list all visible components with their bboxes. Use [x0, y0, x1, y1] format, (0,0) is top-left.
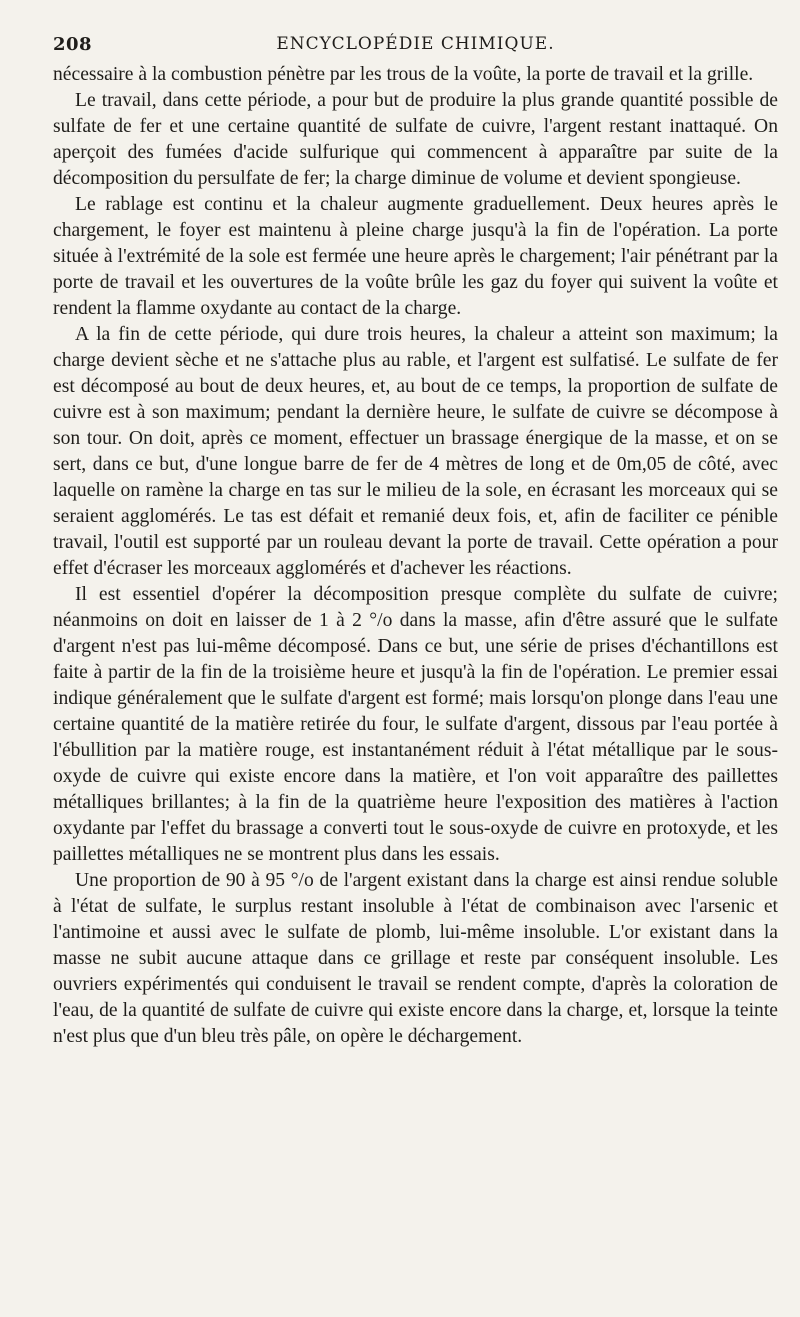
paragraph: Il est essentiel d'opérer la décomposition presque complète du sulfate de cuivre; néanmoins on doit en laisser de 1 à 2 °/o dans la masse, afin d'être assuré que le sulfate d'argent n'est pas lui-même décomposé. Dans ce but, une série de prises d'échantillons est faite à partir de la fin de la troisième heure et jusqu'à la fin de l'opération. Le premier essai indique généralement que le sulfate d'argent est formé; mais lorsqu'on plonge dans l'eau une certaine quantité de la matière retirée du four, le sulfate d'argent, dissous par l'eau portée à l'ébullition par la matière rouge, est instantanément réduit à l'état métallique par le sous-oxyde de cuivre qui existe encore dans la matière, et l'on voit apparaître des paillettes métalliques brillantes; à la fin de la quatrième heure l'exposition des matières à l'action oxydante par l'effet du brassage a converti tout le sous-oxyde de cuivre en protoxyde, et les paillettes métalliques ne se montrent plus dans les essais.	[53, 584, 778, 865]
running-header	[53, 30, 778, 62]
paragraph: Une proportion de 90 à 95 °/o de l'argent existant dans la charge est ainsi rendue soluble à l'état de sulfate, le surplus restant insoluble à l'état de combinaison avec l'arsenic et l'antimoine et aussi avec le sulfate de plomb, lui-même insoluble. L'or existant dans la masse ne subit aucune attaque dans ce grillage et reste par conséquent insoluble. Les ouvriers expérimentés qui conduisent le travail se rendent compte, d'après la coloration de l'eau, de la quantité de sulfate de cuivre qui existe encore dans la charge, et, lorsque la teinte n'est plus que d'un bleu très pâle, on opère le déchargement.	[53, 870, 778, 1047]
paragraph-continuation: nécessaire à la combustion pénètre par les trous de la voûte, la porte de travail et la grille.	[53, 64, 754, 85]
page-number: 208	[53, 34, 93, 55]
paragraph: Le rablage est continu et la chaleur augmente graduellement. Deux heures après le chargement, le foyer est maintenu à pleine charge jusqu'à la fin de l'opération. La porte située à l'extrémité de la sole est fermée une heure après le chargement; l'air pénétrant par la porte de travail et les ouvertures de la voûte brûle les gaz du foyer qui suivent la voûte et rendent la flamme oxydante au contact de la charge.	[53, 194, 778, 319]
body-text	[53, 62, 778, 1050]
running-title: ENCYCLOPÉDIE CHIMIQUE.	[276, 34, 555, 54]
paragraph: A la fin de cette période, qui dure trois heures, la chaleur a atteint son maximum; la charge devient sèche et ne s'attache plus au rable, et l'argent est sulfatisé. Le sulfate de fer est décomposé au bout de deux heures, et, au bout de ce temps, la proportion de sulfate de cuivre est à son maximum; pendant la dernière heure, le sulfate de cuivre se décompose à son tour. On doit, après ce moment, effectuer un brassage énergique de la masse, et on se sert, dans ce but, d'une longue barre de fer de 4 mètres de long et de 0m,05 de côté, avec laquelle on ramène la charge en tas sur le milieu de la sole, en écrasant les morceaux qui se seraient agglomérés. Le tas est défait et remanié deux fois, et, afin de faciliter ce pénible travail, l'outil est supporté par un rouleau devant la porte de travail. Cette opération a pour effet d'écraser les morceaux agglomérés et d'achever les réactions.	[53, 324, 778, 579]
paragraph: Le travail, dans cette période, a pour but de produire la plus grande quantité possible de sulfate de fer et une certaine quantité de sulfate de cuivre, l'argent restant inattaqué. On aperçoit des fumées d'acide sulfurique qui commencent à apparaître par suite de la décomposition du persulfate de fer; la charge diminue de volume et devient spongieuse.	[53, 90, 778, 189]
